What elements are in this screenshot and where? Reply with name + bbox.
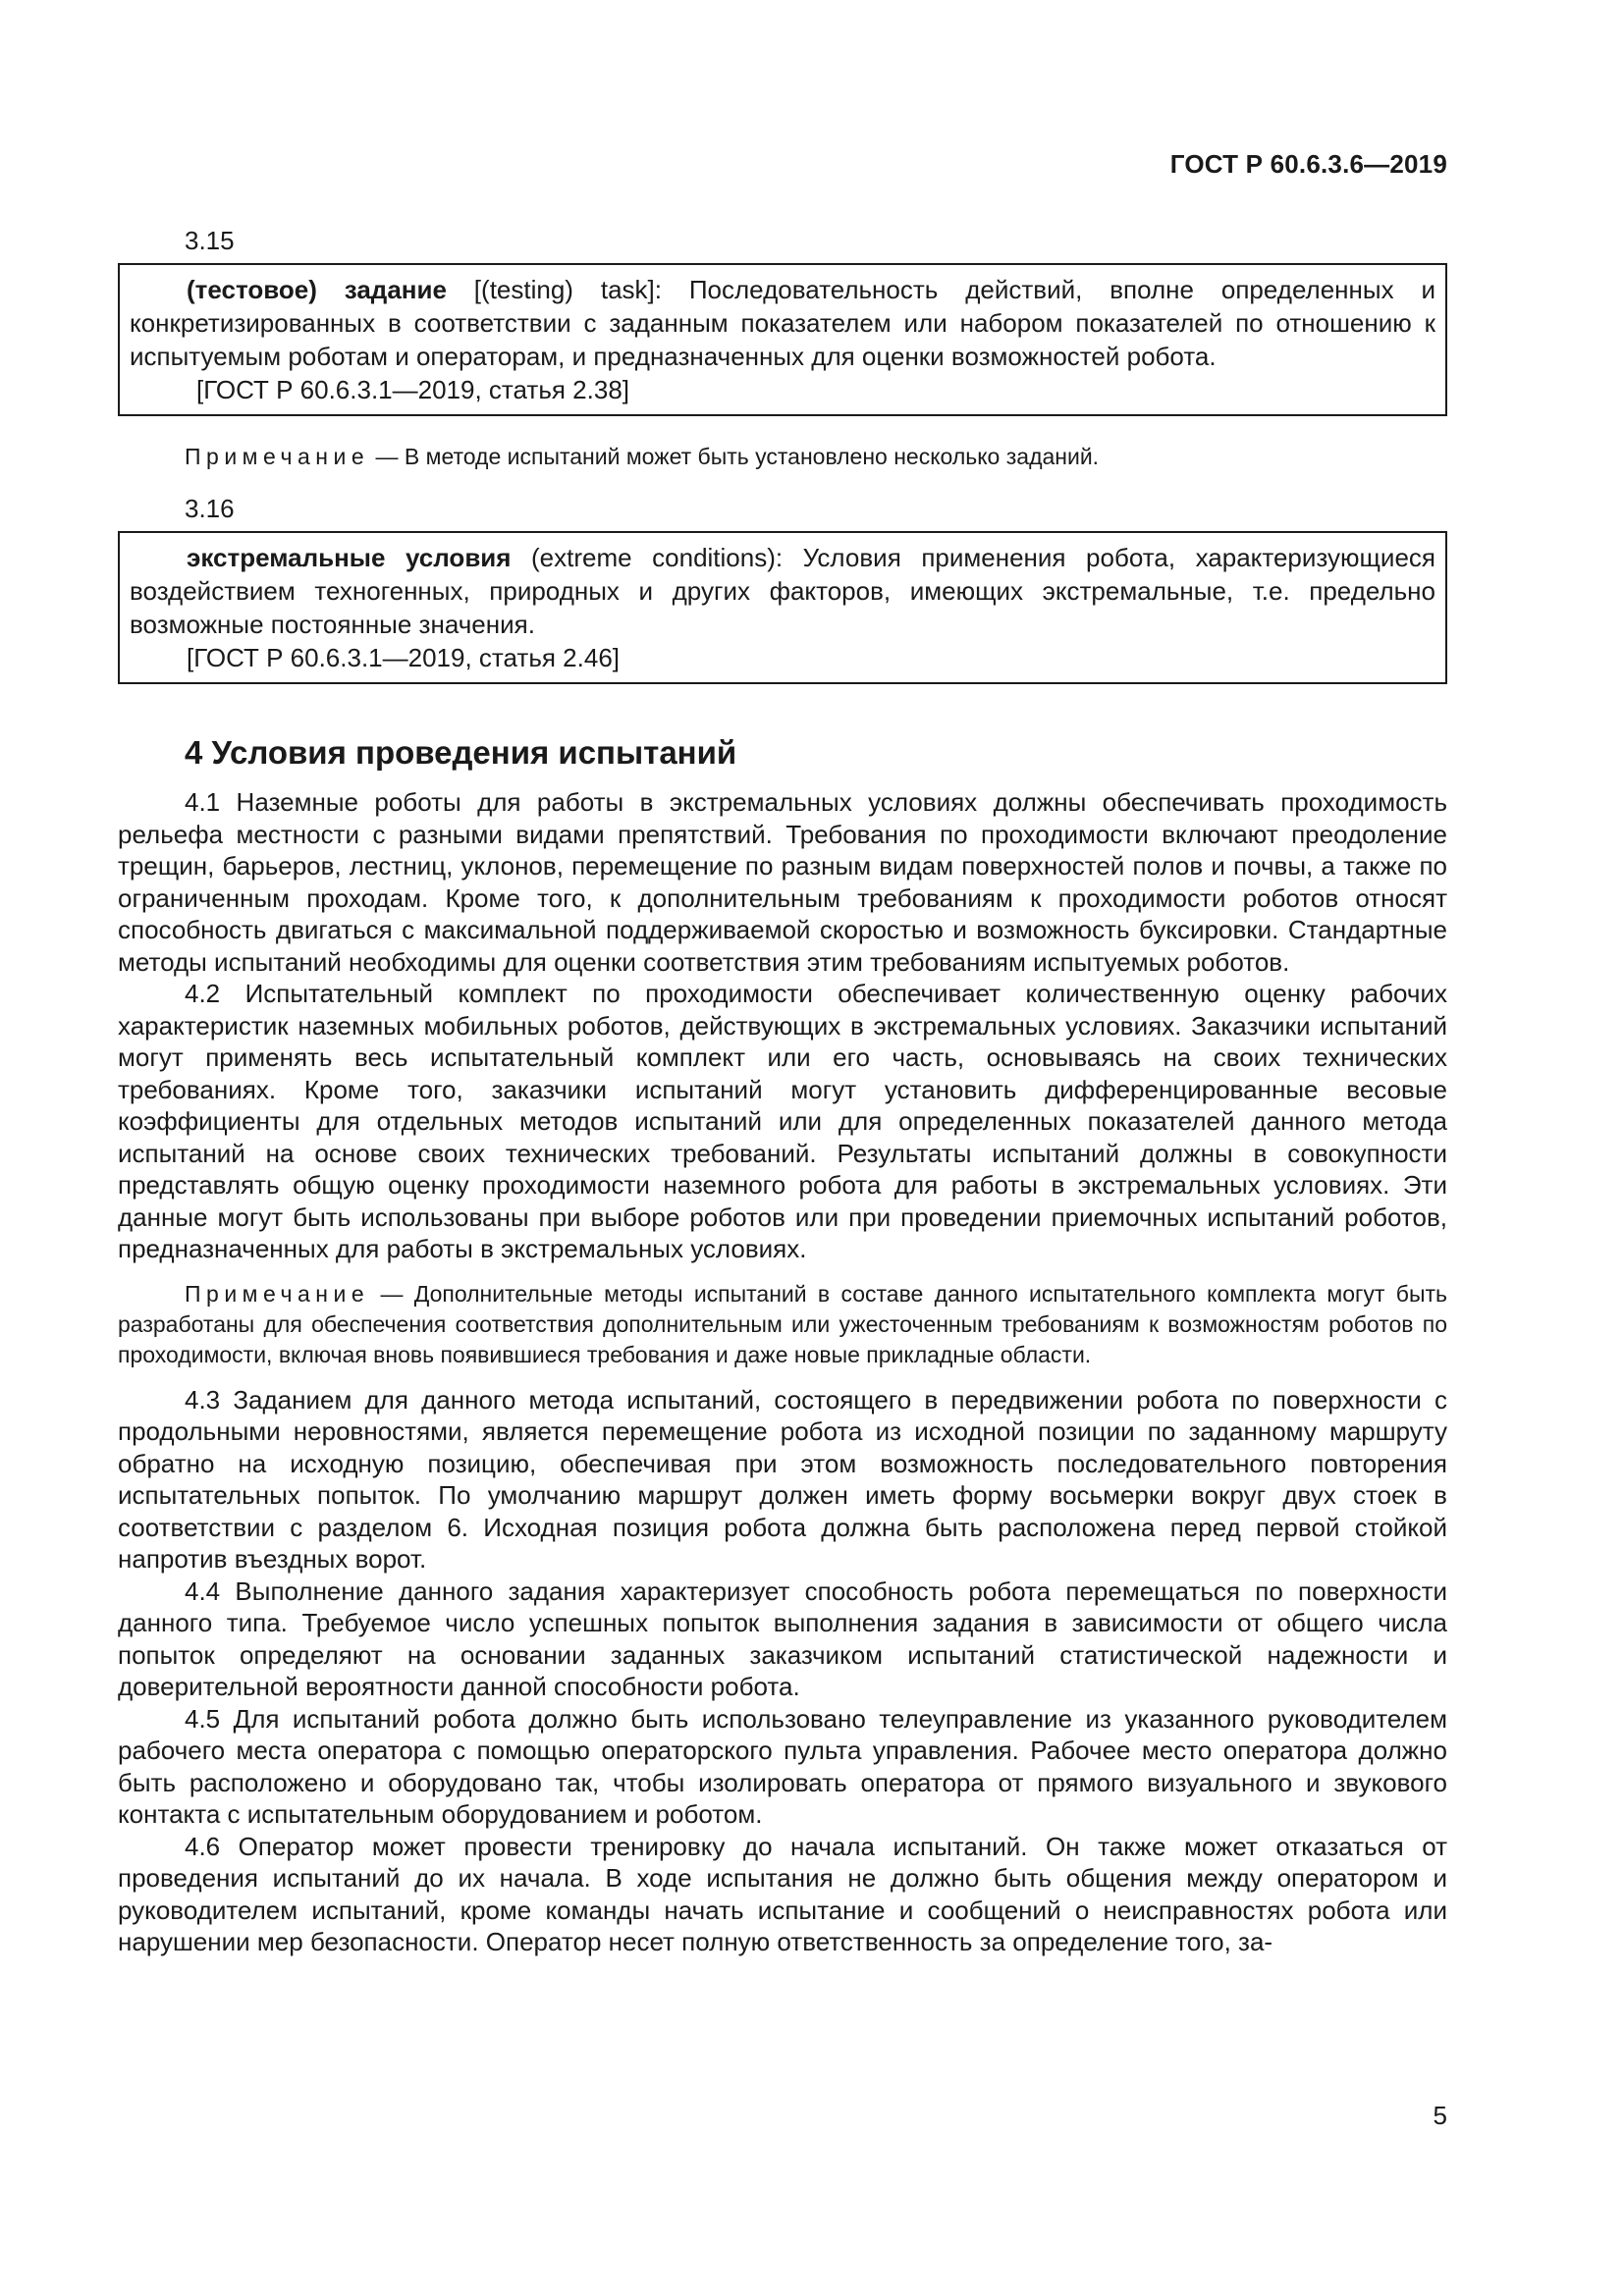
term-definition-text: [(testing) task]: Последовательность действий, вполне определенных и конкретизированных в соответствии с заданным показателем или набором показателей по отношению к испытуемым роботам и операторам, и предназначенных для оценки возможностей робота.	[130, 275, 1435, 371]
note	[118, 1279, 1447, 1370]
term-source: [ГОСТ Р 60.6.3.1—2019, статья 2.46]	[187, 643, 620, 672]
term-definition-text: (extreme conditions): Условия применения робота, характеризующиеся воздействием техногенных, природных и других факторов, имеющих экстремальные, т.е. предельно возможные постоянные значения.	[130, 543, 1435, 639]
term-number: 3.16	[185, 494, 235, 523]
term-title: экстремальные условия	[187, 543, 512, 572]
note-label: Примечание	[185, 1280, 370, 1307]
document-code: ГОСТ Р 60.6.3.6—2019	[1169, 149, 1447, 179]
paragraph-4-6: 4.6 Оператор может провести тренировку до начала испытаний. Он также может отказаться от проведения испытаний до их начала. В ходе испытания не должно быть общения между оператором и руководителем испытаний, кроме команды начать испытание и сообщений о неисправностях робота или нарушении мер безопасности. Оператор несет полную ответственность за определение того, за-	[118, 1831, 1447, 1956]
note-label: Примечание	[185, 444, 370, 469]
term-source: [ГОСТ Р 60.6.3.1—2019, статья 2.38]	[196, 375, 629, 404]
paragraph-4-4: 4.4 Выполнение данного задания характеризует способность робота перемещаться по поверхности данного типа. Требуемое число успешных попыток выполнения задания в зависимости от общего числа попыток определяют на основании заданных заказчиком испытаний статистической надежности и доверительной вероятности данной способности робота.	[118, 1575, 1447, 1701]
term-definition-box	[118, 263, 1447, 416]
term-number: 3.15	[185, 226, 235, 255]
page-number: 5	[1433, 2101, 1447, 2130]
term-definition	[130, 541, 1435, 641]
section-title: 4 Условия проведения испытаний	[185, 734, 737, 771]
paragraph-4-2: 4.2 Испытательный комплект по проходимости обеспечивает количественную оценку рабочих характеристик наземных мобильных роботов, действующих в экстремальных условиях. Заказчики испытаний могут применять весь испытательный комплект или его часть, основываясь на своих технических требованиях. Кроме того, заказчики испытаний могут установить дифференцированные весовые коэффициенты для отдельных методов испытаний или для определенных показателей данного метода испытаний на основе своих технических требований. Результаты испытаний должны в совокупности представлять общую оценку проходимости наземного робота для работы в экстремальных условиях. Эти данные могут быть использованы при выборе роботов или при проведении приемочных испытаний роботов, предназначенных для работы в экстремальных условиях.	[118, 979, 1447, 1263]
paragraph-4-5: 4.5 Для испытаний робота должно быть использовано телеуправление из указанного руководителем рабочего места оператора с помощью операторского пульта управления. Рабочее место оператора должно быть расположено и оборудовано так, чтобы изолировать оператора от прямого визуального и звукового контакта с испытательным оборудованием и роботом.	[118, 1703, 1447, 1829]
note-text: — Дополнительные методы испытаний в составе данного испытательного комплекта могут быть разработаны для обеспечения соответствия дополнительным или ужесточенным требованиям к возможностям роботов по проходимости, включая вновь появившиеся требования и даже новые прикладные области.	[118, 1280, 1447, 1367]
term-definition	[130, 273, 1435, 373]
paragraph-4-3: 4.3 Заданием для данного метода испытаний, состоящего в передвижении робота по поверхности с продольными неровностями, является перемещение робота из исходной позиции по заданному маршруту обратно на исходную позицию, обеспечивая при этом возможность последовательного повторения испытательных попыток. По умолчанию маршрут должен иметь форму восьмерки вокруг двух стоек в соответствии с разделом 6. Исходная позиция робота должна быть расположена перед первой стойкой напротив въездных ворот.	[118, 1384, 1447, 1574]
term-definition-box	[118, 531, 1447, 684]
page-content	[118, 224, 1447, 1958]
note-text: — В методе испытаний может быть установлено несколько заданий.	[369, 444, 1100, 469]
note	[118, 442, 1447, 472]
paragraph-4-1: 4.1 Наземные роботы для работы в экстремальных условиях должны обеспечивать проходимость рельефа местности с разными видами препятствий. Требования по проходимости включают преодоление трещин, барьеров, лестниц, уклонов, перемещение по разным видам поверхностей полов и почвы, а также по ограниченным проходам. Кроме того, к дополнительным требованиям к проходимости роботов относят способность двигаться с максимальной поддерживаемой скоростью и возможность буксировки. Стандартные методы испытаний необходимы для оценки соответствия этим требованиям испытуемых роботов.	[118, 787, 1447, 977]
term-title: (тестовое) задание	[187, 275, 447, 304]
